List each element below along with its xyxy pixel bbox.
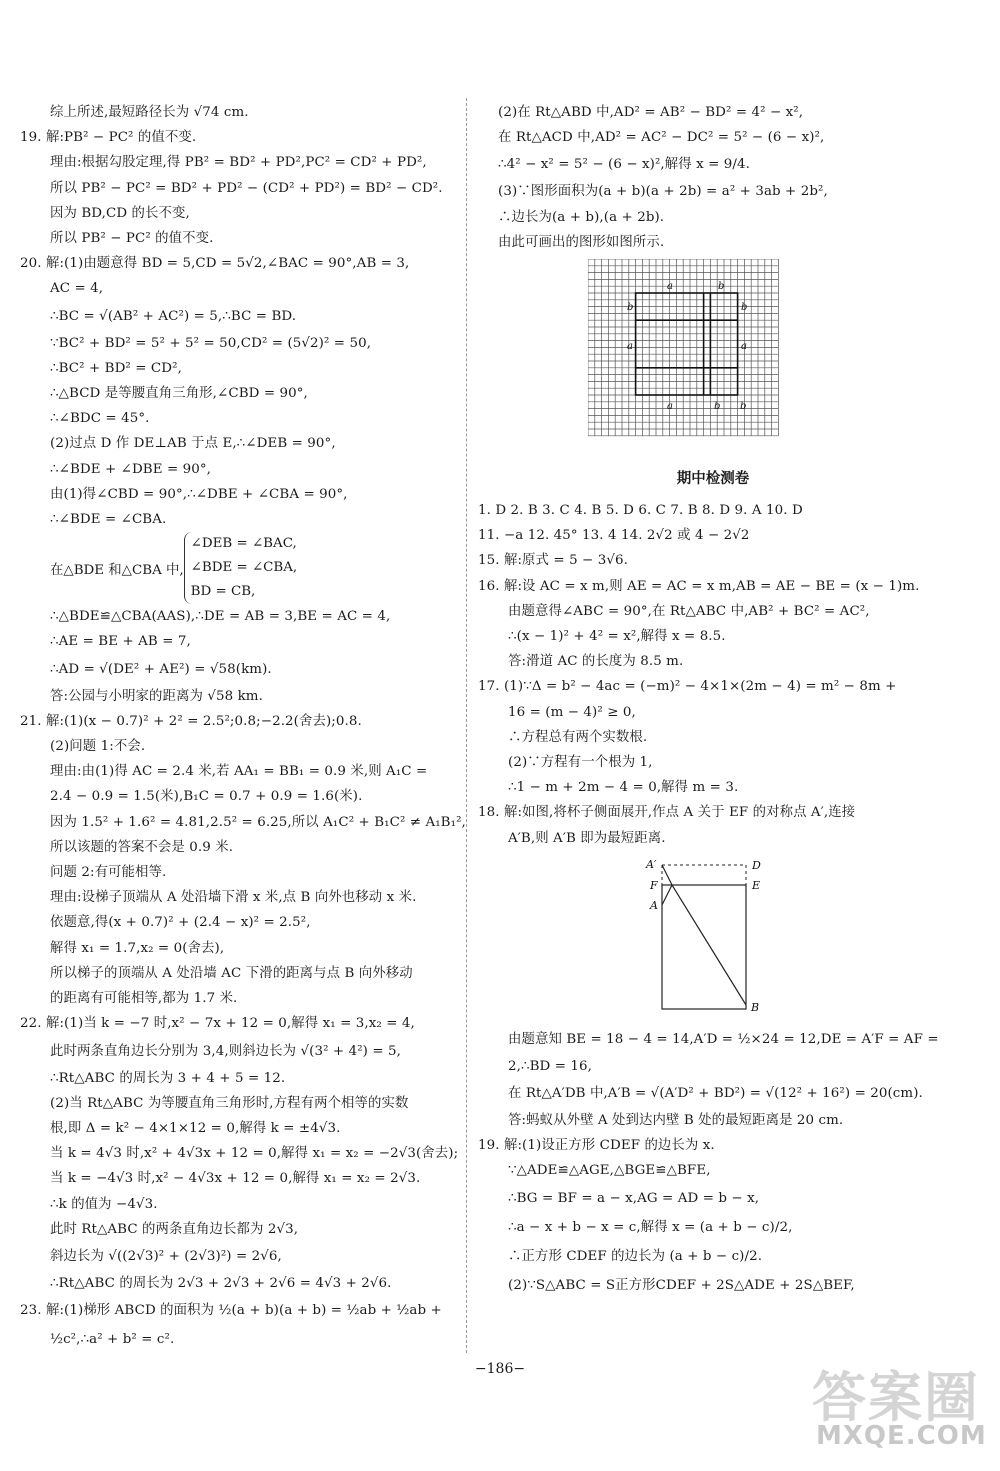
text-line: (2)过点 D 作 DE⊥AB 于点 E,∴∠DEB = 90°, — [50, 436, 336, 452]
watermark-main: 答案圈 — [812, 1366, 980, 1429]
grid-label-a: a — [667, 281, 673, 293]
problem-16-heading: 16. 解:设 AC = x m,则 AE = AC = x m,AB = AE − BE = (x − 1)m. — [478, 578, 920, 594]
brace-item: BD = CB, — [190, 584, 256, 600]
answer-row: 11. −a 12. 45° 13. 4 14. 2√2 或 4 − 2√2 — [478, 528, 750, 544]
text-line: ∴方程总有两个实数根. — [508, 729, 648, 745]
text-line: 由题意知 BE = 18 − 4 = 14,A′D = ½×24 = 12,DE = A′F = AF = — [508, 1031, 939, 1047]
grid-label-b: b — [740, 401, 747, 413]
text-line: ∴BC = √(AB² + AC²) = 5,∴BC = BD. — [50, 308, 297, 324]
text-line: 依题意,得(x + 0.7)² + (2.4 − x)² = 2.5², — [50, 915, 311, 931]
grid-figure-svg — [588, 259, 782, 445]
problem-19-heading: 19. 解:(1)设正方形 CDEF 的边长为 x. — [478, 1138, 715, 1154]
page-number: −186− — [474, 1361, 526, 1377]
text-line: (2)当 Rt△ABC 为等腰直角三角形时,方程有两个相等的实数 — [50, 1095, 409, 1111]
cup-label-b: B — [751, 1000, 760, 1014]
text-line: 斜边长为 √((2√3)² + (2√3)²) = 2√6, — [50, 1248, 282, 1264]
text-line: ∴(x − 1)² + 4² = x²,解得 x = 8.5. — [508, 629, 726, 645]
text-line: ∴k 的值为 −4√3. — [50, 1196, 158, 1212]
text-line: 答:滑道 AC 的长度为 8.5 m. — [508, 654, 684, 670]
text-line: A′B,则 A′B 即为最短距离. — [508, 830, 666, 846]
cup-unfold-figure — [638, 857, 948, 1019]
text-line: 因为 BD,CD 的长不变, — [50, 205, 190, 221]
grid-label-b: b — [627, 302, 634, 314]
answer-row: 1. D 2. B 3. C 4. B 5. D 6. C 7. B 8. D 9. A 10. D — [478, 503, 803, 519]
left-column — [20, 100, 466, 1354]
cup-figure-svg — [638, 857, 798, 1015]
text-line: ∴△BDE≌△CBA(AAS),∴DE = AB = 3,BE = AC = 4, — [50, 609, 391, 625]
text-line: 理由:根据勾股定理,得 PB² = BD² + PD²,PC² = CD² + PD², — [50, 155, 427, 171]
text-line: 所以 PB² − PC² 的值不变. — [50, 231, 214, 247]
text-line: ∴△BCD 是等腰直角三角形,∠CBD = 90°, — [50, 386, 308, 402]
section-title: 期中检测卷 — [676, 471, 750, 488]
text-line: 当 k = −4√3 时,x² − 4√3x + 12 = 0,解得 x₁ = x₂ = 2√3. — [50, 1171, 421, 1187]
text-line: 答:公园与小明家的距离为 √58 km. — [50, 688, 263, 704]
brace-head: 在△BDE 和△CBA 中, — [50, 562, 184, 578]
text-line: ∴正方形 CDEF 的边长为 (a + b − c)/2. — [508, 1248, 763, 1264]
cup-rect — [662, 885, 746, 1009]
text-line: 解得 x₁ = 1.7,x₂ = 0(舍去), — [50, 940, 225, 956]
grid-label-a: a — [741, 341, 747, 353]
grid-label-b: b — [718, 281, 725, 293]
brace-item: ∠DEB = ∠BAC, — [190, 536, 297, 552]
congruence-brace — [20, 532, 460, 604]
text-line: ∴BC² + BD² = CD², — [50, 360, 182, 376]
text-line: 答:蚂蚁从外壁 A 处到达内壁 B 处的最短距离是 20 cm. — [508, 1113, 844, 1129]
text-line: 问题 2:有可能相等. — [50, 865, 167, 881]
text-line: 在 Rt△A′DB 中,A′B = √(A′D² + BD²) = √(12² + 16²) = 20(cm). — [508, 1086, 923, 1102]
text-line: 16 = (m − 4)² ≥ 0, — [508, 704, 636, 720]
problem-23-heading: 23. 解:(1)梯形 ABCD 的面积为 ½(a + b)(a + b) = ½ab + ½ab + — [20, 1303, 442, 1319]
grid-label-b: b — [714, 401, 721, 413]
text-line: 的距离有可能相等,都为 1.7 米. — [50, 991, 238, 1007]
text-line: 2.4 − 0.9 = 1.5(米),B₁C = 0.7 + 0.9 = 1.6(米). — [50, 789, 363, 805]
problem-17-heading: 17. (1)∵Δ = b² − 4ac = (−m)² − 4×1×(2m − 4) = m² − 8m + — [478, 679, 897, 695]
text-line: ∴AE = BE + AB = 7, — [50, 634, 191, 650]
text-line: (2)在 Rt△ABD 中,AD² = AB² − BD² = 4² − x², — [498, 105, 804, 120]
text-line: 综上所述,最短路径长为 √74 cm. — [50, 105, 249, 120]
text-line: ∴∠BDC = 45°. — [50, 411, 150, 427]
text-line: ∴∠BDE = ∠CBA. — [50, 512, 167, 528]
text-line: 2,∴BD = 16, — [508, 1058, 593, 1074]
text-line: 所以梯子的顶端从 A 处沿墙 AC 下滑的距离与点 B 向外移动 — [50, 965, 413, 981]
text-line: ∴BG = BF = a − x,AG = AD = b − x, — [508, 1190, 760, 1206]
text-line: 所以 PB² − PC² = BD² + PD² − (CD² + PD²) = BD² − CD². — [50, 180, 443, 196]
text-line: ∵△ADE≌△AGE,△BGE≌△BFE, — [508, 1163, 711, 1179]
text-line: 当 k = 4√3 时,x² + 4√3x + 12 = 0,解得 x₁ = x₂ = −2√3(舍去); — [50, 1146, 459, 1162]
text-line: ∴边长为(a + b),(a + 2b). — [498, 209, 665, 225]
problem-15-heading: 15. 解:原式 = 5 − 3√6. — [478, 553, 628, 569]
watermark-logo — [782, 1355, 987, 1465]
text-line: ∴4² − x² = 5² − (6 − x)²,解得 x = 9/4. — [498, 157, 751, 173]
column-divider — [466, 98, 467, 1353]
text-line: (2)∵方程有一个根为 1, — [508, 755, 653, 771]
text-line: 根,即 Δ = k² − 4×1×12 = 0,解得 k = ±4√3. — [50, 1120, 341, 1136]
grid-label-a: a — [667, 401, 673, 413]
text-line: 在 Rt△ACD 中,AD² = AC² − DC² = 5² − (6 − x)², — [498, 130, 825, 146]
text-line: 由此可画出的图形如图所示. — [498, 234, 665, 250]
outer-rect — [636, 293, 738, 395]
text-line: 所以该题的答案不会是 0.9 米. — [50, 839, 234, 855]
text-line: (3)∵图形面积为(a + b)(a + 2b) = a² + 3ab + 2b², — [498, 184, 828, 200]
text-line: 因为 1.5² + 1.6² = 4.81,2.5² = 6.25,所以 A₁C² + B₁C² ≠ A₁B₁², — [50, 814, 466, 830]
text-line: ∴Rt△ABC 的周长为 3 + 4 + 5 = 12. — [50, 1070, 286, 1086]
brace-item: ∠BDE = ∠CBA, — [190, 560, 298, 576]
text-line: ∴1 − m + 2m − 4 = 0,解得 m = 3. — [508, 780, 739, 796]
cup-label-d: D — [752, 858, 761, 872]
grid-label-a: a — [627, 341, 633, 353]
text-line: ∴AD = √(DE² + AE²) = √58(km). — [50, 661, 272, 677]
brace-items — [184, 532, 298, 604]
text-line: ½c²,∴a² + b² = c². — [50, 1332, 175, 1348]
watermark-sub: MXQE.COM — [816, 1421, 987, 1451]
text-line: ∴Rt△ABC 的周长为 2√3 + 2√3 + 2√6 = 4√3 + 2√6. — [50, 1275, 392, 1291]
cup-label-a: A — [650, 898, 658, 912]
problem-22-heading: 22. 解:(1)当 k = −7 时,x² − 7x + 12 = 0,解得 x₁ = 3,x₂ = 4, — [20, 1016, 415, 1032]
problem-19-heading: 19. 解:PB² − PC² 的值不变. — [20, 130, 197, 146]
cup-label-f: F — [650, 878, 658, 892]
text-line: 由题意得∠ABC = 90°,在 Rt△ABC 中,AB² + BC² = AC², — [508, 603, 870, 619]
text-line: 由(1)得∠CBD = 90°,∴∠DBE + ∠CBA = 90°, — [50, 486, 348, 502]
problem-21-heading: 21. 解:(1)(x − 0.7)² + 2² = 2.5²;0.8;−2.2(舍去);0.8. — [20, 713, 362, 729]
text-line: ∵BC² + BD² = 5² + 5² = 50,CD² = (5√2)² = 50, — [50, 335, 372, 351]
text-line: AC = 4, — [50, 281, 104, 297]
problem-18-heading: 18. 解:如图,将杯子侧面展开,作点 A 关于 EF 的对称点 A′,连接 — [478, 805, 856, 821]
text-line: 理由:由(1)得 AC = 2.4 米,若 AA₁ = BB₁ = 0.9 米,则 A₁C = — [50, 764, 428, 780]
text-line: ∴a − x + b − x = c,解得 x = (a + b − c)/2, — [508, 1219, 793, 1235]
right-column — [478, 100, 948, 1300]
text-line: 理由:设梯子顶端从 A 处沿墙下滑 x 米,点 B 向外也移动 x 米. — [50, 890, 417, 906]
grid-label-b: b — [741, 302, 748, 314]
text-line: 此时 Rt△ABC 的两条直角边长都为 2√3, — [50, 1221, 299, 1237]
text-line: (2)问题 1:不会. — [50, 739, 146, 755]
text-line: 此时两条直角边长分别为 3,4,则斜边长为 √(3² + 4²) = 5, — [50, 1043, 402, 1059]
cup-label-e: E — [752, 878, 761, 892]
text-line: ∴∠BDE + ∠DBE = 90°, — [50, 461, 212, 477]
text-line: (2)∵S△ABC = S正方形CDEF + 2S△ADE + 2S△BEF, — [508, 1277, 855, 1293]
problem-20-heading: 20. 解:(1)由题意得 BD = 5,CD = 5√2,∠BAC = 90°,AB = 3, — [20, 256, 410, 272]
cup-label-a-prime: A′ — [646, 857, 657, 871]
grid-figure — [588, 259, 948, 449]
